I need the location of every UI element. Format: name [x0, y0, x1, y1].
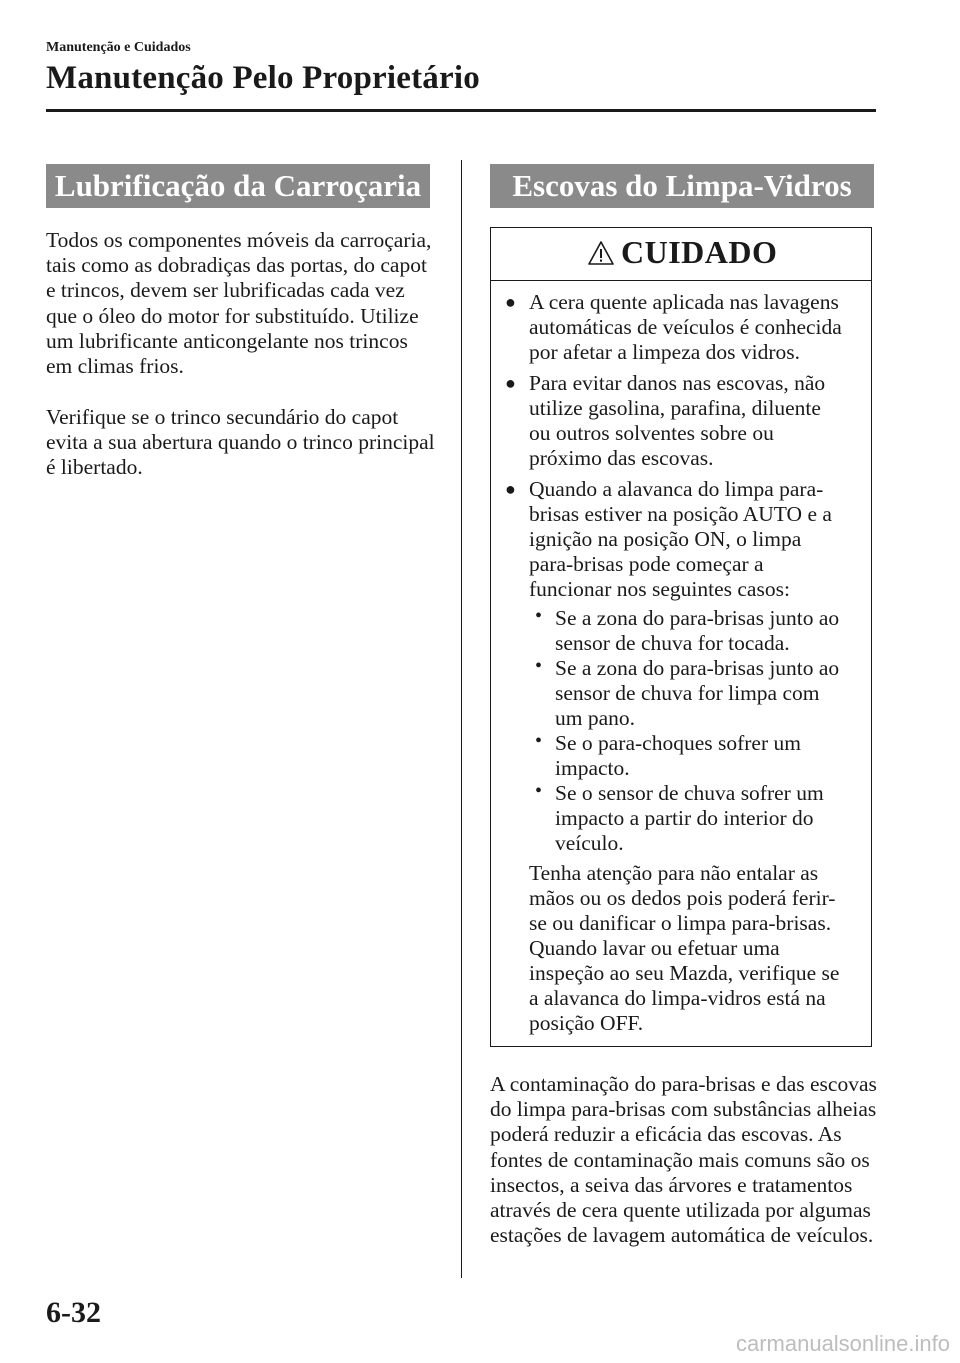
bullet-marker: ●: [505, 373, 516, 393]
lubrication-paragraph-2: Verifique se o trinco secundário do capot evita a sua abertura quando o trinco principal é libertado.: [46, 405, 435, 480]
caution-bullet-2-line: utilize gasolina, parafina, diluente: [529, 396, 821, 420]
caution-sub-4-line: veículo.: [555, 831, 624, 855]
caution-closing-line: inspeção ao seu Mazda, verifique se: [529, 961, 840, 985]
caution-sub-1-line: sensor de chuva for tocada.: [555, 631, 790, 655]
caution-bullet-2-line: próximo das escovas.: [529, 446, 714, 470]
caution-box: [490, 227, 872, 1047]
caution-closing-line: mãos ou os dedos pois poderá ferir-: [529, 886, 836, 910]
title-rule: [46, 109, 876, 112]
sub-bullet-marker: •: [535, 655, 543, 677]
sub-bullet-marker: •: [535, 780, 543, 802]
caution-sub-2-line: um pano.: [555, 706, 636, 730]
wiper-contamination-paragraph: A contaminação do para-brisas e das escovas do limpa para-brisas com substâncias alheias poderá reduzir a eficácia das escovas. As fontes de contaminação mais comuns são os insectos, a seiva das árvores e tratamentos através de cera quente utilizada por algumas estações de lavagem automática de veículos.: [490, 1072, 877, 1248]
warning-triangle-icon: [588, 240, 614, 266]
caution-bullet-1-line: A cera quente aplicada nas lavagens: [529, 290, 839, 314]
caution-bullet-3-line: ignição na posição ON, o limpa: [529, 527, 802, 551]
breadcrumb: Manutenção e Cuidados: [46, 40, 191, 55]
caution-bullet-3-line: para-brisas pode começar a: [529, 552, 764, 576]
caution-bullet-2-line: ou outros solventes sobre ou: [529, 421, 774, 445]
sub-bullet-marker: •: [535, 605, 543, 627]
caution-label: CUIDADO: [621, 234, 778, 270]
column-divider: [461, 160, 462, 1278]
caution-sub-3-line: Se o para-choques sofrer um: [555, 731, 801, 755]
caution-closing-line: Quando lavar ou efetuar uma: [529, 936, 780, 960]
caution-closing-line: posição OFF.: [529, 1011, 644, 1035]
bullet-marker: ●: [505, 479, 516, 499]
caution-bullet-1-line: por afetar a limpeza dos vidros.: [529, 340, 801, 364]
page-title: Manutenção Pelo Proprietário: [46, 60, 480, 96]
caution-sub-4-line: Se o sensor de chuva sofrer um: [555, 781, 824, 805]
caution-bullet-3-line: funcionar nos seguintes casos:: [529, 577, 790, 601]
caution-bullet-2-line: Para evitar danos nas escovas, não: [529, 371, 826, 395]
bullet-marker: ●: [505, 292, 516, 312]
caution-closing-line: se ou danificar o limpa para-brisas.: [529, 911, 832, 935]
caution-sub-3-line: impacto.: [555, 756, 630, 780]
caution-sub-1-line: Se a zona do para-brisas junto ao: [555, 606, 840, 630]
section-heading-lubrication: Lubrificação da Carroçaria: [46, 164, 430, 208]
page-number: 6-32: [46, 1296, 101, 1329]
caution-sub-2-line: Se a zona do para-brisas junto ao: [555, 656, 840, 680]
lubrication-paragraph-1: Todos os componentes móveis da carroçaria, tais como as dobradiças das portas, do capot e trincos, devem ser lubrificadas cada vez que o óleo do motor for substituído. Utilize um lubrificante anticongelante nos trincos em climas frios.: [46, 228, 432, 379]
caution-sub-4-line: impacto a partir do interior do: [555, 806, 814, 830]
caution-closing-line: Tenha atenção para não entalar as: [529, 861, 819, 885]
section-heading-wiper-blades: Escovas do Limpa-Vidros: [490, 164, 874, 208]
caution-closing-line: a alavanca do limpa-vidros está na: [529, 986, 826, 1010]
caution-bullet-3-line: Quando a alavanca do limpa para-: [529, 477, 824, 501]
sub-bullet-marker: •: [535, 730, 543, 752]
caution-bullet-3-line: brisas estiver na posição AUTO e a: [529, 502, 832, 526]
caution-bullet-1-line: automáticas de veículos é conhecida: [529, 315, 842, 339]
caution-sub-2-line: sensor de chuva for limpa com: [555, 681, 820, 705]
caution-header: [491, 228, 871, 281]
watermark: carmanualsonline.info: [735, 1331, 950, 1356]
